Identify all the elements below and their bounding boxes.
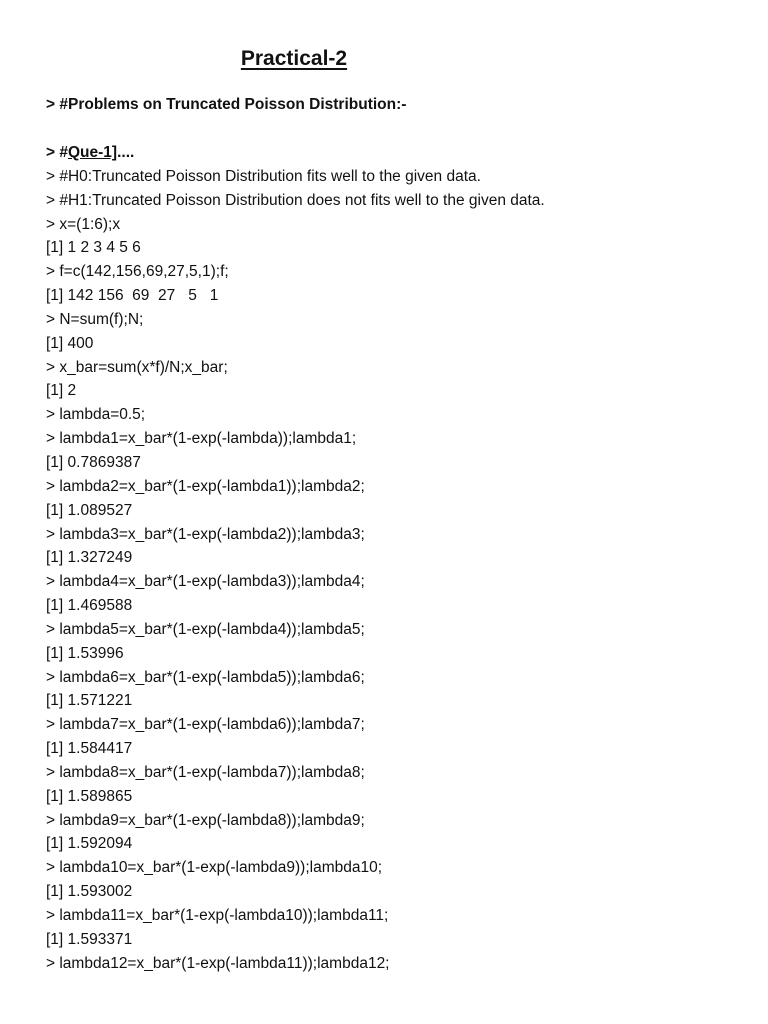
console-command-line: > lambda6=x_bar*(1-exp(-lambda5));lambda6; (46, 668, 365, 686)
console-command-line: > lambda5=x_bar*(1-exp(-lambda4));lambda5; (46, 620, 365, 638)
console-command-line: > f=c(142,156,69,27,5,1);f; (46, 263, 229, 281)
console-command-line: > lambda9=x_bar*(1-exp(-lambda8));lambda9; (46, 811, 365, 829)
page-title: Practical-2 (240, 47, 348, 70)
question-suffix: .... (117, 144, 135, 161)
console-result-line: [1] 1.571221 (46, 692, 133, 710)
console-command-line: > lambda3=x_bar*(1-exp(-lambda2));lambda3; (46, 525, 365, 543)
console-result-line: [1] 142 156 69 27 5 1 (46, 287, 219, 305)
console-result-line: [1] 0.7869387 (46, 453, 141, 471)
console-result-line: [1] 400 (46, 334, 94, 352)
console-command-line: > lambda10=x_bar*(1-exp(-lambda9));lambda10; (46, 859, 383, 877)
console-command-line: > #H0:Truncated Poisson Distribution fits well to the given data. (46, 167, 481, 185)
console-command-line: > N=sum(f);N; (46, 310, 144, 328)
question-label: Que-1] (67, 144, 118, 161)
console-result-line: [1] 1.327249 (46, 549, 133, 567)
console-result-line: [1] 1.53996 (46, 644, 124, 662)
console-result-line: [1] 1.584417 (46, 740, 133, 758)
question-prefix: > # (46, 144, 68, 161)
console-command-line: > x_bar=sum(x*f)/N;x_bar; (46, 358, 228, 376)
console-result-line: [1] 1.593371 (46, 930, 133, 948)
question-line (46, 141, 545, 165)
console-result-line: [1] 1.589865 (46, 787, 133, 805)
console-command-line: > #H1:Truncated Poisson Distribution does not fits well to the given data. (46, 191, 545, 209)
console-output (46, 141, 545, 976)
console-command-line: > lambda7=x_bar*(1-exp(-lambda6));lambda7; (46, 716, 365, 734)
console-command-line: > lambda12=x_bar*(1-exp(-lambda11));lambda12; (46, 954, 390, 972)
section-heading: > #Problems on Truncated Poisson Distribution:- (46, 96, 407, 113)
console-result-line: [1] 1.469588 (46, 597, 133, 615)
console-command-line: > lambda8=x_bar*(1-exp(-lambda7));lambda8; (46, 763, 365, 781)
console-result-line: [1] 1 2 3 4 5 6 (46, 239, 141, 257)
console-command-line: > lambda2=x_bar*(1-exp(-lambda1));lambda2; (46, 477, 365, 495)
console-command-line: > x=(1:6);x (46, 215, 121, 233)
console-result-line: [1] 2 (46, 382, 77, 400)
console-command-line: > lambda11=x_bar*(1-exp(-lambda10));lambda11; (46, 907, 389, 924)
console-result-line: [1] 1.593002 (46, 883, 133, 901)
console-command-line: > lambda=0.5; (46, 406, 146, 424)
console-result-line: [1] 1.089527 (46, 501, 133, 519)
console-command-line: > lambda1=x_bar*(1-exp(-lambda));lambda1; (46, 430, 357, 448)
console-result-line: [1] 1.592094 (46, 835, 133, 853)
console-command-line: > lambda4=x_bar*(1-exp(-lambda3));lambda4; (46, 573, 365, 591)
